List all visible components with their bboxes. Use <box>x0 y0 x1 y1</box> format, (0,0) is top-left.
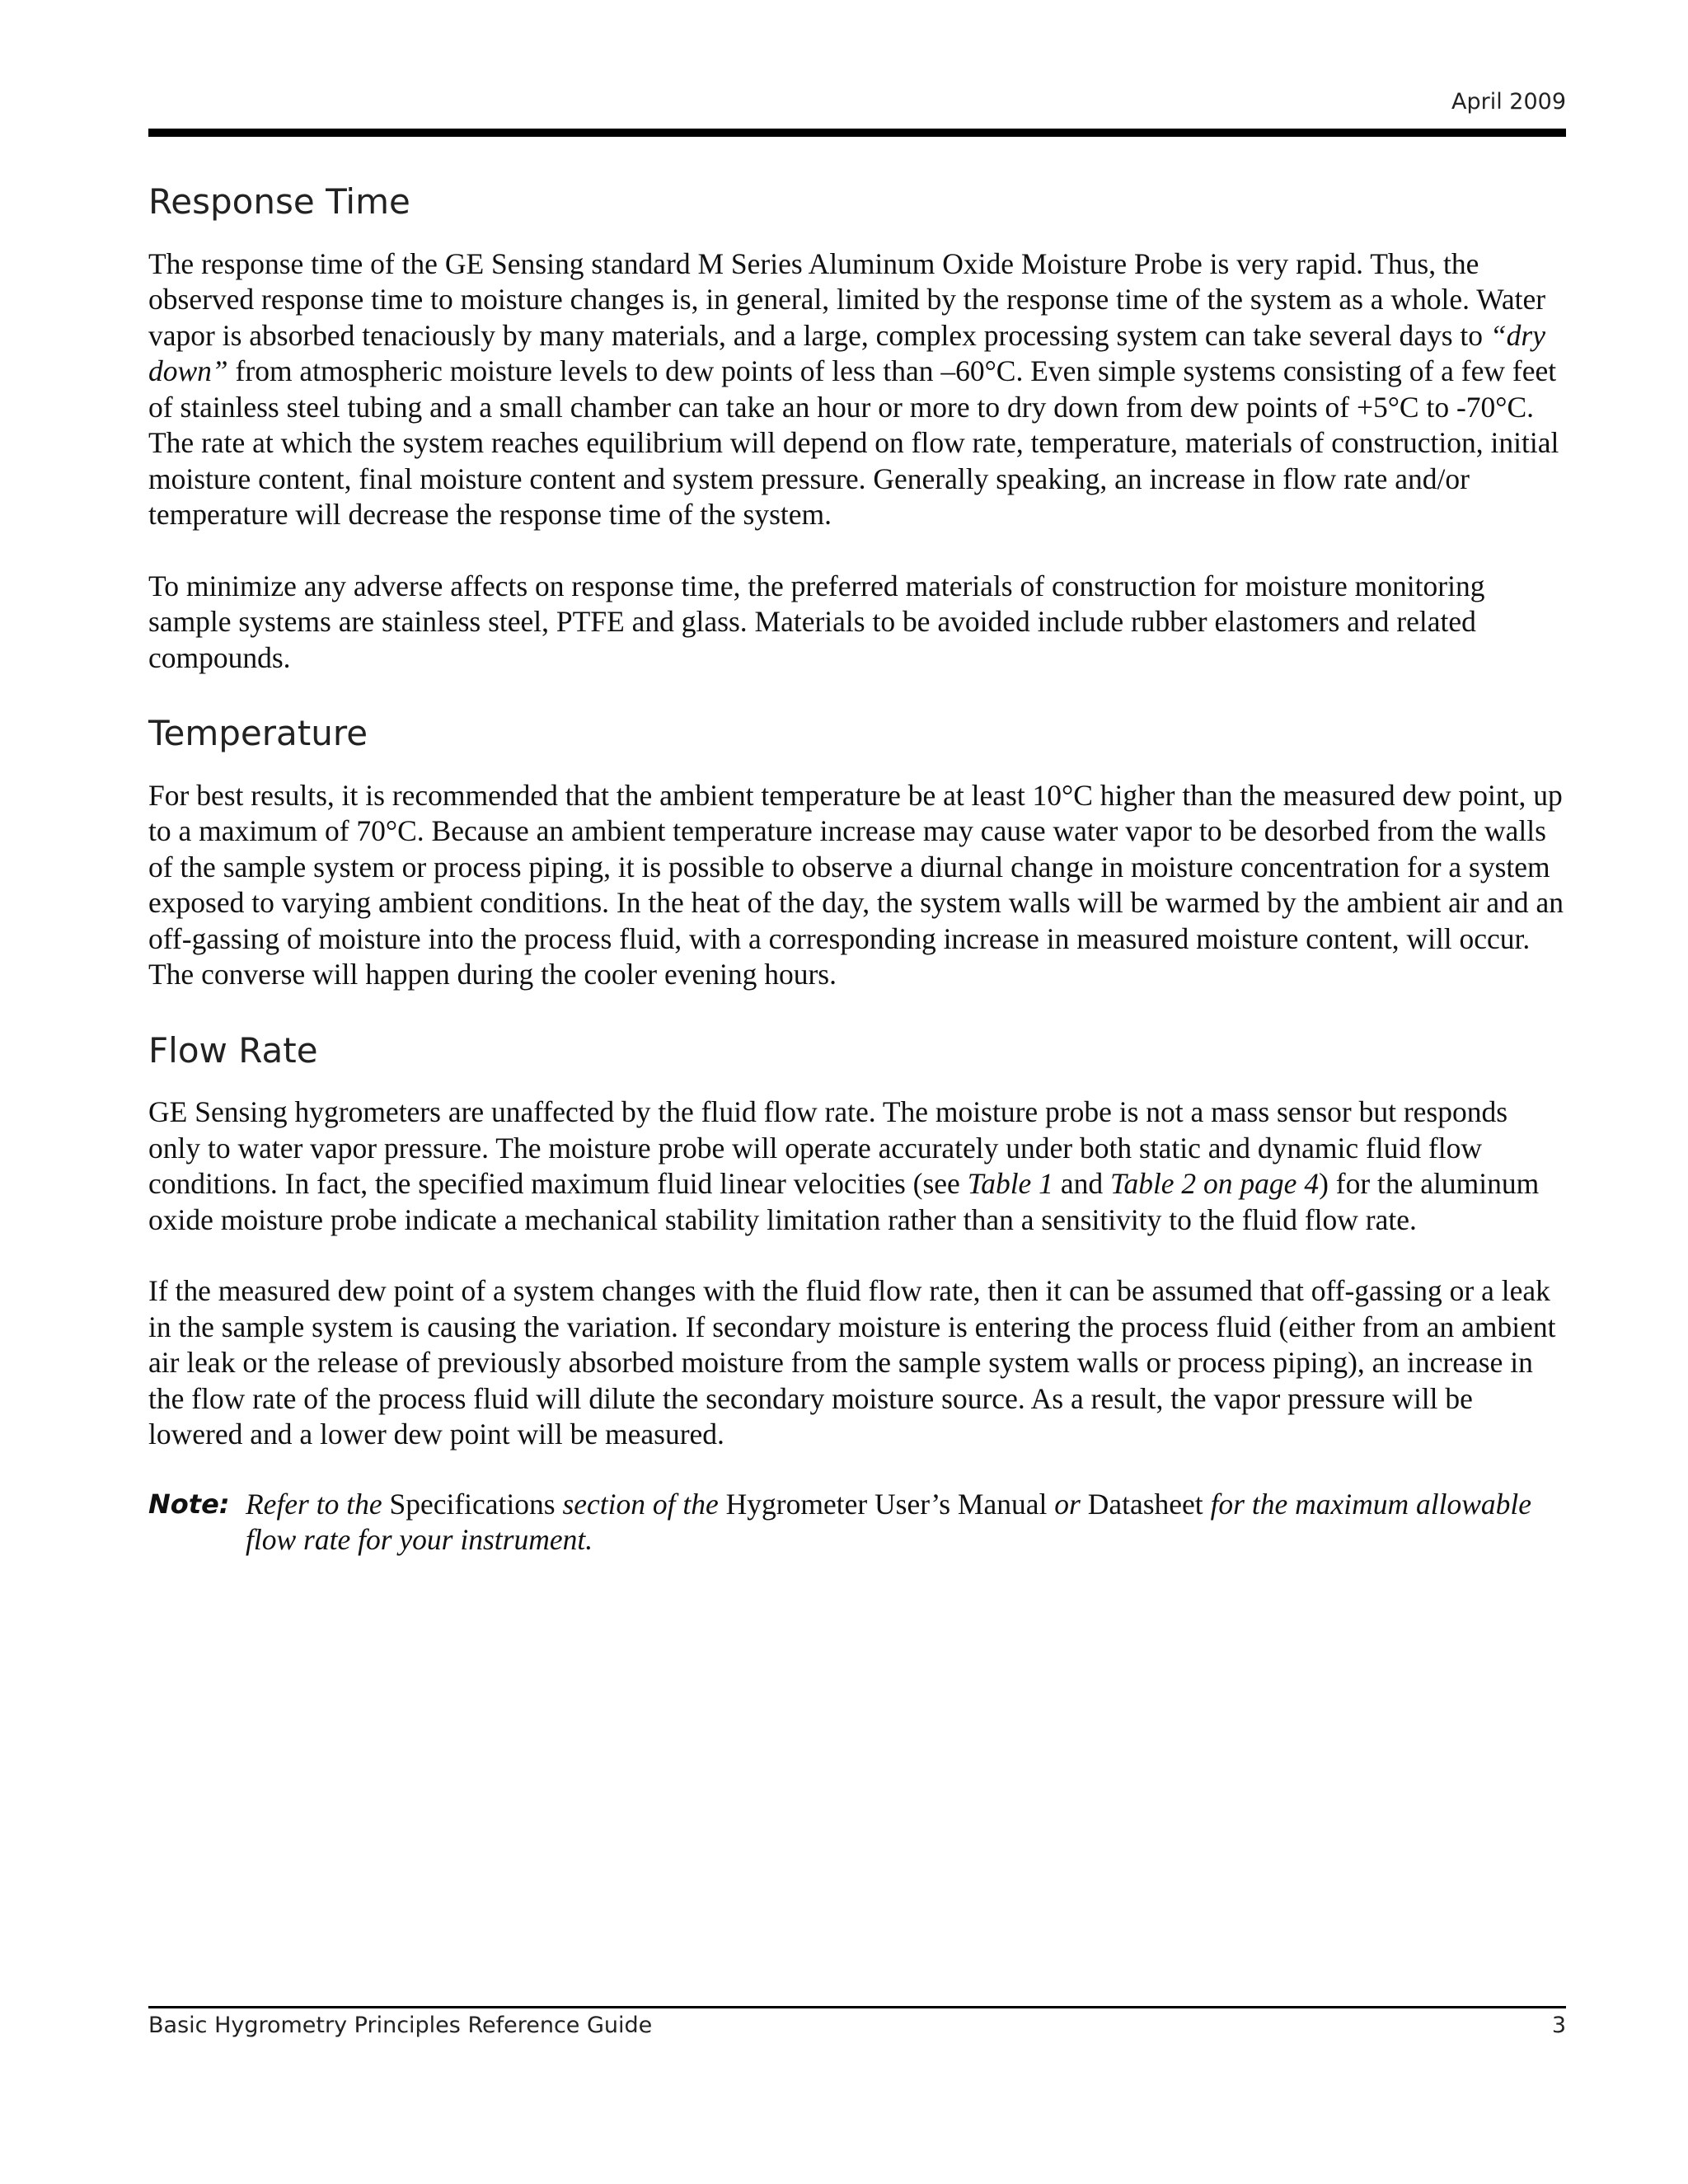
table-reference-link[interactable]: Table 1 <box>967 1167 1053 1201</box>
italic-text: “dry down” <box>148 318 1545 388</box>
note-block <box>148 1487 1566 1558</box>
footer-title: Basic Hygrometry Principles Reference Guide <box>148 2013 653 2038</box>
paragraph-temperature-1: For best results, it is recommended that the ambient temperature be at least 10°C higher than the measured dew point, up to a maximum of 70°C. Because an ambient temperature increase may cause water vapor to be desorbed from the walls of the sample system or process piping, it is possible to observe a diurnal change in moisture concentration for a system exposed to varying ambient conditions. In the heat of the day, the system walls will be warmed by the ambient air and an off-gassing of moisture into the process fluid, with a corresponding increase in measured moisture content, will occur. The converse will happen during the cooler evening hours. <box>148 778 1564 991</box>
note-text-part: Datasheet <box>1087 1487 1203 1521</box>
header-date: April 2009 <box>1451 89 1566 115</box>
paragraph-flow-rate-1 <box>148 1094 1566 1238</box>
text-span: GE Sensing hygrometers are unaffected by the fluid flow rate. The moisture probe is not a mass sensor but responds only to water vapor pressure. The moisture probe will operate accurately under both static and dynamic fluid flow conditions. In fact, the specified maximum fluid linear velocities (see <box>148 1095 1508 1201</box>
paragraph-response-time-1 <box>148 246 1566 533</box>
paragraph-flow-rate-2: If the measured dew point of a system changes with the fluid flow rate, then it can be assumed that off-gassing or a leak in the sample system is causing the variation. If secondary moisture is entering the process fluid (either from an ambient air leak or the release of previously absorbed moisture from the sample system walls or process piping), an increase in the flow rate of the process fluid will dilute the secondary moisture source. As a result, the vapor pressure will be lowered and a lower dew point will be measured. <box>148 1274 1556 1451</box>
note-text-part: section of the <box>555 1487 726 1521</box>
text-span: from atmospheric moisture levels to dew points of less than –60°C. Even simple systems consisting of a few feet of stainless steel tubing and a small chamber can take an hour or more to dry down from dew points of +5°C to -70°C. The rate at which the system reaches equilibrium will depend on flow rate, temperature, materials of construction, initial moisture content, final moisture content and system pressure. Generally speaking, an increase in flow rate and/or temperature will decrease the response time of the system. <box>148 354 1559 532</box>
section-title-flow-rate: Flow Rate <box>148 1029 318 1071</box>
section-title-response-time: Response Time <box>148 181 410 222</box>
note-text <box>246 1487 1566 1558</box>
note-text-part: Refer to the <box>246 1487 390 1521</box>
note-text-part: or <box>1047 1487 1088 1521</box>
note-text-part: for the maximum allowable flow rate for your instrument. <box>246 1487 1532 1557</box>
note-label: Note: <box>148 1488 230 1520</box>
page-number: 3 <box>1551 2013 1566 2038</box>
text-span: ) for the aluminum oxide moisture probe indicate a mechanical stability limitation rather than a sensitivity to the fluid flow rate. <box>148 1167 1540 1236</box>
text-span: The response time of the GE Sensing standard M Series Aluminum Oxide Moisture Probe is very rapid. Thus, the observed response time to moisture changes is, in general, limited by the response time of the system as a whole. Water vapor is absorbed tenaciously by many materials, and a large, complex processing system can take several days to <box>148 246 1546 352</box>
main-content <box>148 180 1566 1558</box>
header-rule <box>148 129 1566 137</box>
note-text-part: Specifications <box>389 1487 556 1521</box>
table-reference-link[interactable]: Table 2 on page 4 <box>1109 1167 1320 1201</box>
note-text-part: Hygrometer User’s Manual <box>725 1487 1048 1521</box>
section-title-temperature: Temperature <box>148 713 368 754</box>
footer-rule <box>148 2006 1566 2008</box>
text-span: and <box>1053 1167 1110 1201</box>
paragraph-response-time-2: To minimize any adverse affects on response time, the preferred materials of construction for moisture monitoring sample systems are stainless steel, PTFE and glass. Materials to be avoided include rubber elastomers and related compounds. <box>148 569 1485 674</box>
